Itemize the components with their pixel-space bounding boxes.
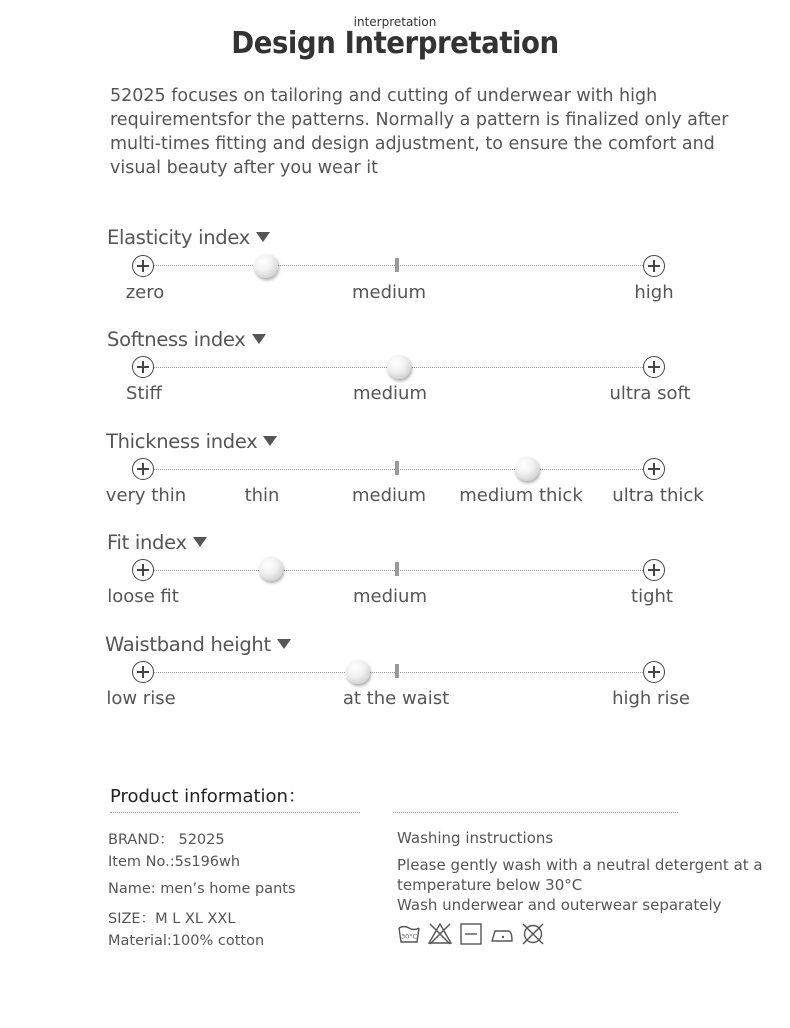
- triangle-down-icon: [193, 537, 207, 547]
- intro-paragraph: 52025 focuses on tailoring and cutting of underwear with high requirementsfor the patterns. Normally a pattern is finalized only after multi-times fitting and design adjustment, to ensure the comfort and visual beauty after you wear it: [110, 86, 729, 178]
- plus-circle-icon: [132, 559, 154, 581]
- scale-label: medium: [352, 282, 426, 303]
- divider: [110, 812, 360, 813]
- scale-label: Stiff: [126, 383, 162, 404]
- product-size: SIZE：M L XL XXL: [108, 911, 236, 927]
- scale-label: medium: [352, 485, 426, 506]
- scale-label: high: [634, 282, 674, 303]
- index-track: [143, 672, 655, 673]
- triangle-down-icon: [256, 232, 270, 242]
- index-title: [107, 328, 266, 351]
- index-slider-knob: [515, 457, 539, 481]
- product-info-title: Product information：: [110, 786, 306, 807]
- index-title: [105, 633, 291, 656]
- index-slider-knob: [259, 557, 283, 581]
- plus-circle-icon: [643, 356, 665, 378]
- index-title-text: Thickness index: [106, 430, 258, 453]
- product-material: Material:100% cotton: [108, 933, 265, 949]
- scale-label: at the waist: [342, 688, 450, 709]
- plus-circle-icon: [132, 356, 154, 378]
- washing-line: Please gently wash with a neutral detergent at a: [397, 856, 763, 874]
- index-track: [143, 570, 655, 571]
- index-track: [143, 265, 655, 266]
- index-slider-knob: [254, 254, 278, 278]
- midpoint-tick: [395, 562, 399, 576]
- scale-label: medium thick: [459, 485, 583, 506]
- plus-circle-icon: [643, 661, 665, 683]
- product-item-no: Item No.:5s196wh: [108, 854, 241, 870]
- product-name: Name: men’s home pants: [108, 881, 296, 897]
- index-title-text: Softness index: [107, 328, 246, 351]
- scale-label: low rise: [106, 688, 176, 709]
- scale-label: tight: [631, 586, 673, 607]
- midpoint-tick: [395, 664, 399, 678]
- scale-label: thin: [244, 485, 280, 506]
- midpoint-tick: [395, 461, 399, 475]
- care-symbols: [397, 922, 545, 946]
- index-title: [107, 226, 270, 249]
- index-track: [143, 469, 655, 470]
- index-slider-knob: [387, 355, 411, 379]
- midpoint-tick: [395, 258, 399, 272]
- scale-label: very thin: [105, 485, 187, 506]
- product-brand: BRAND： 52025: [108, 832, 225, 848]
- page-subtitle: interpretation: [353, 15, 437, 29]
- index-slider-knob: [346, 660, 370, 684]
- no-dry-clean-icon: [521, 922, 545, 946]
- dry-flat-icon: [459, 922, 483, 946]
- triangle-down-icon: [277, 639, 291, 649]
- index-title: [106, 430, 277, 453]
- scale-label: medium: [353, 586, 427, 607]
- index-title-text: Waistband height: [105, 633, 271, 656]
- scale-label: ultra soft: [609, 383, 691, 404]
- index-title-text: Fit index: [107, 531, 187, 554]
- wash-30-icon: [397, 922, 421, 946]
- scale-label: high rise: [612, 688, 690, 709]
- wash-temp-label: 30°C: [400, 932, 418, 941]
- divider: [393, 812, 678, 813]
- page-title: Design Interpretation: [231, 26, 559, 61]
- index-title: [107, 531, 207, 554]
- washing-line: Wash underwear and outerwear separately: [397, 896, 722, 914]
- washing-title: Washing instructions: [397, 829, 554, 847]
- plus-circle-icon: [132, 661, 154, 683]
- triangle-down-icon: [252, 334, 266, 344]
- scale-label: loose fit: [107, 586, 179, 607]
- plus-circle-icon: [643, 458, 665, 480]
- plus-circle-icon: [643, 255, 665, 277]
- plus-circle-icon: [643, 559, 665, 581]
- washing-line: temperature below 30°C: [397, 876, 583, 894]
- scale-label: ultra thick: [612, 485, 704, 506]
- scale-label: medium: [353, 383, 427, 404]
- plus-circle-icon: [132, 458, 154, 480]
- triangle-down-icon: [263, 436, 277, 446]
- plus-circle-icon: [132, 255, 154, 277]
- no-bleach-icon: [427, 922, 453, 946]
- iron-low-icon: [489, 922, 515, 946]
- scale-label: zero: [125, 282, 165, 303]
- index-title-text: Elasticity index: [107, 226, 250, 249]
